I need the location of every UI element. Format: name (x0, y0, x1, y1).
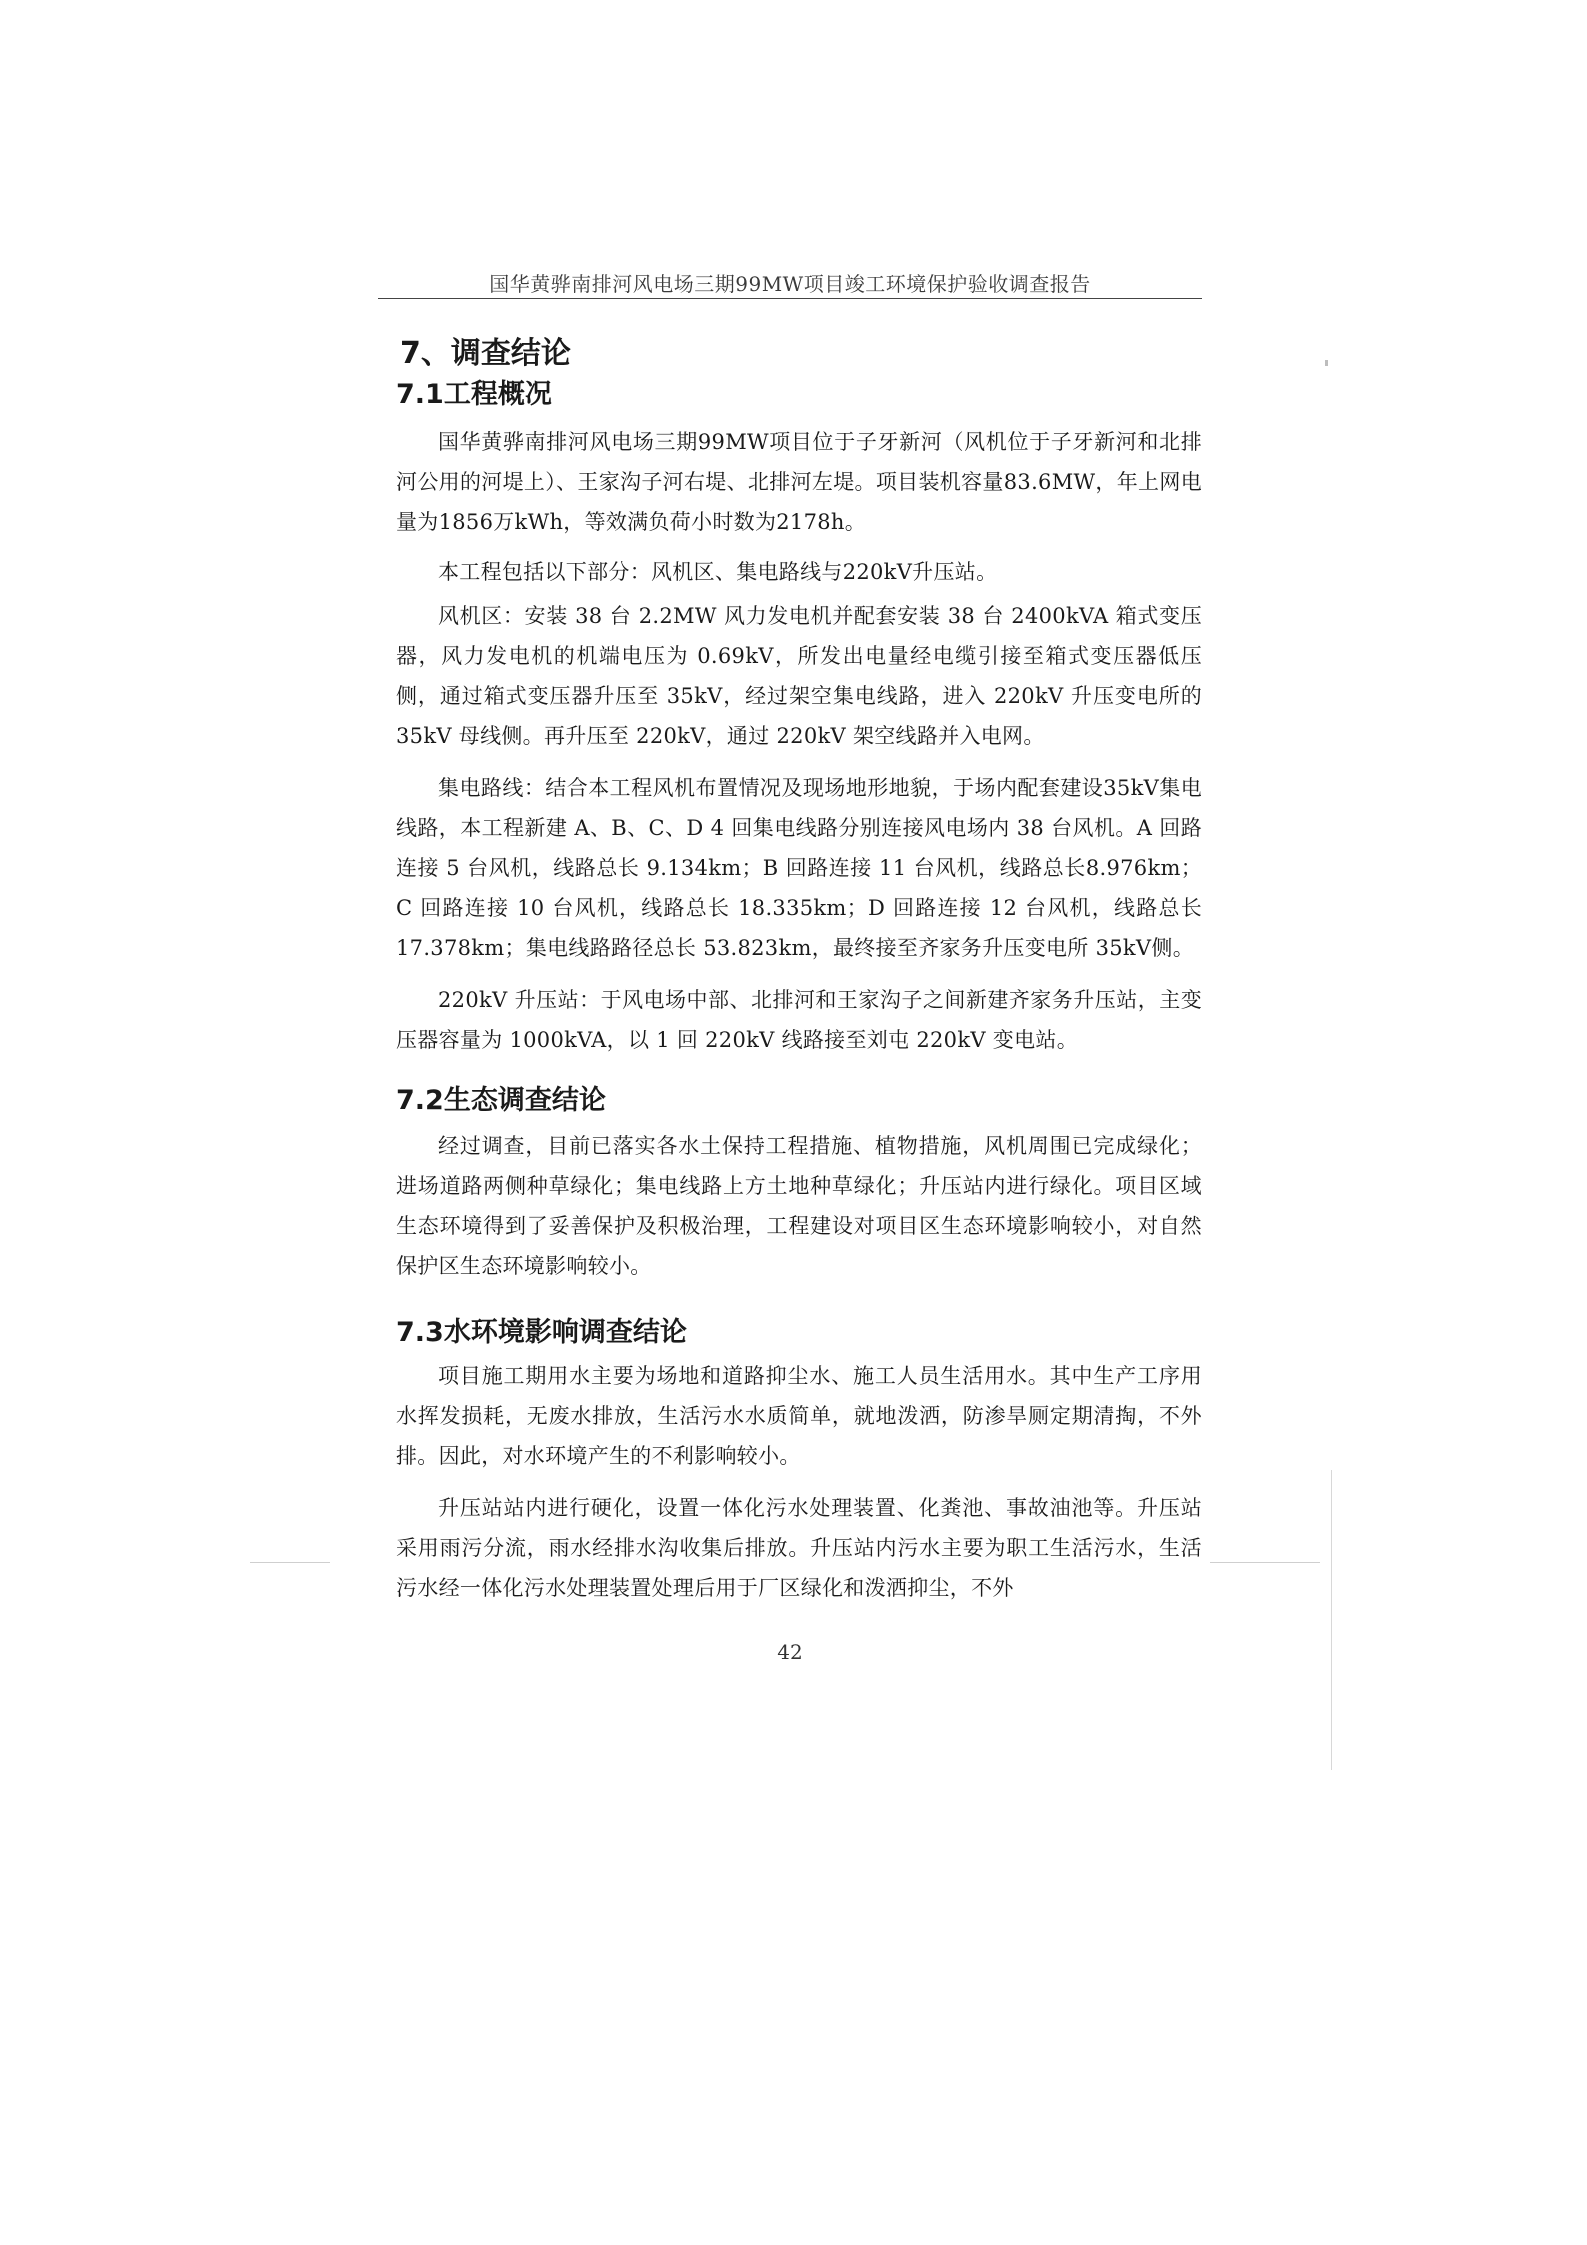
section-title-7-1: 7.1工程概况 (396, 379, 552, 410)
section-title-7-3: 7.3水环境影响调查结论 (396, 1317, 687, 1348)
paragraph: 升压站站内进行硬化，设置一体化污水处理装置、化粪池、事故油池等。升压站采用雨污分流，雨水经排水沟收集后排放。升压站内污水主要为职工生活污水，生活污水经一体化污水处理装置处理后用于厂区绿化和泼洒抑尘，不外 (396, 1496, 1202, 1600)
paragraph: 220kV 升压站：于风电场中部、北排河和王家沟子之间新建齐家务升压站，主变压器容量为 1000kVA，以 1 回 220kV 线路接至刘屯 220kV 变电站。 (396, 988, 1202, 1052)
paragraph: 风机区：安装 38 台 2.2MW 风力发电机并配套安装 38 台 2400kVA 箱式变压器，风力发电机的机端电压为 0.69kV，所发出电量经电缆引接至箱式变压器低压侧，通过箱式变压器升压至 35kV，经过架空集电线路，进入 220kV 升压变电所的35kV 母线侧。再升压至 220kV，通过 220kV 架空线路并入电网。 (396, 604, 1202, 748)
running-header: 国华黄骅南排河风电场三期99MW项目竣工环境保护验收调查报告 (489, 272, 1091, 296)
paragraph: 本工程包括以下部分：风机区、集电路线与220kV升压站。 (438, 560, 998, 584)
paragraph: 项目施工期用水主要为场地和道路抑尘水、施工人员生活用水。其中生产工序用水挥发损耗，无废水排放，生活污水水质简单，就地泼洒，防渗旱厕定期清掏，不外排。因此，对水环境产生的不利影响较小。 (396, 1364, 1202, 1468)
paragraph: 经过调查，目前已落实各水土保持工程措施、植物措施，风机周围已完成绿化；进场道路两侧种草绿化；集电线路上方土地种草绿化；升压站内进行绿化。项目区域生态环境得到了妥善保护及积极治理，工程建设对项目区生态环境影响较小，对自然保护区生态环境影响较小。 (396, 1134, 1202, 1278)
section-title-7-2: 7.2生态调查结论 (396, 1085, 606, 1116)
paragraph: 集电路线：结合本工程风机布置情况及现场地形地貌，于场内配套建设35kV集电线路，本工程新建 A、B、C、D 4 回集电线路分别连接风电场内 38 台风机。A 回路连接 5 台风机，线路总长 9.134km；B 回路连接 11 台风机，线路总长8.976km；C 回路连接 10 台风机，线路总长 18.335km；D 回路连接 12 台风机，线路总长 17.378km；集电线路路径总长 53.823km，最终接至齐家务升压变电所 35kV侧。 (396, 776, 1202, 960)
header-rule (378, 298, 1202, 299)
chapter-title: 7、调查结论 (400, 336, 571, 371)
paragraph: 国华黄骅南排河风电场三期99MW项目位于子牙新河（风机位于子牙新河和北排河公用的河堤上）、王家沟子河右堤、北排河左堤。项目装机容量83.6MW，年上网电量为1856万kWh，等效满负荷小时数为2178h。 (396, 430, 1202, 534)
scan-speck (1325, 360, 1328, 366)
page-number: 42 (777, 1640, 803, 1664)
scan-artifact-line (1210, 1562, 1320, 1563)
scan-edge-line (1331, 1470, 1332, 1770)
scan-artifact-line (250, 1562, 330, 1563)
